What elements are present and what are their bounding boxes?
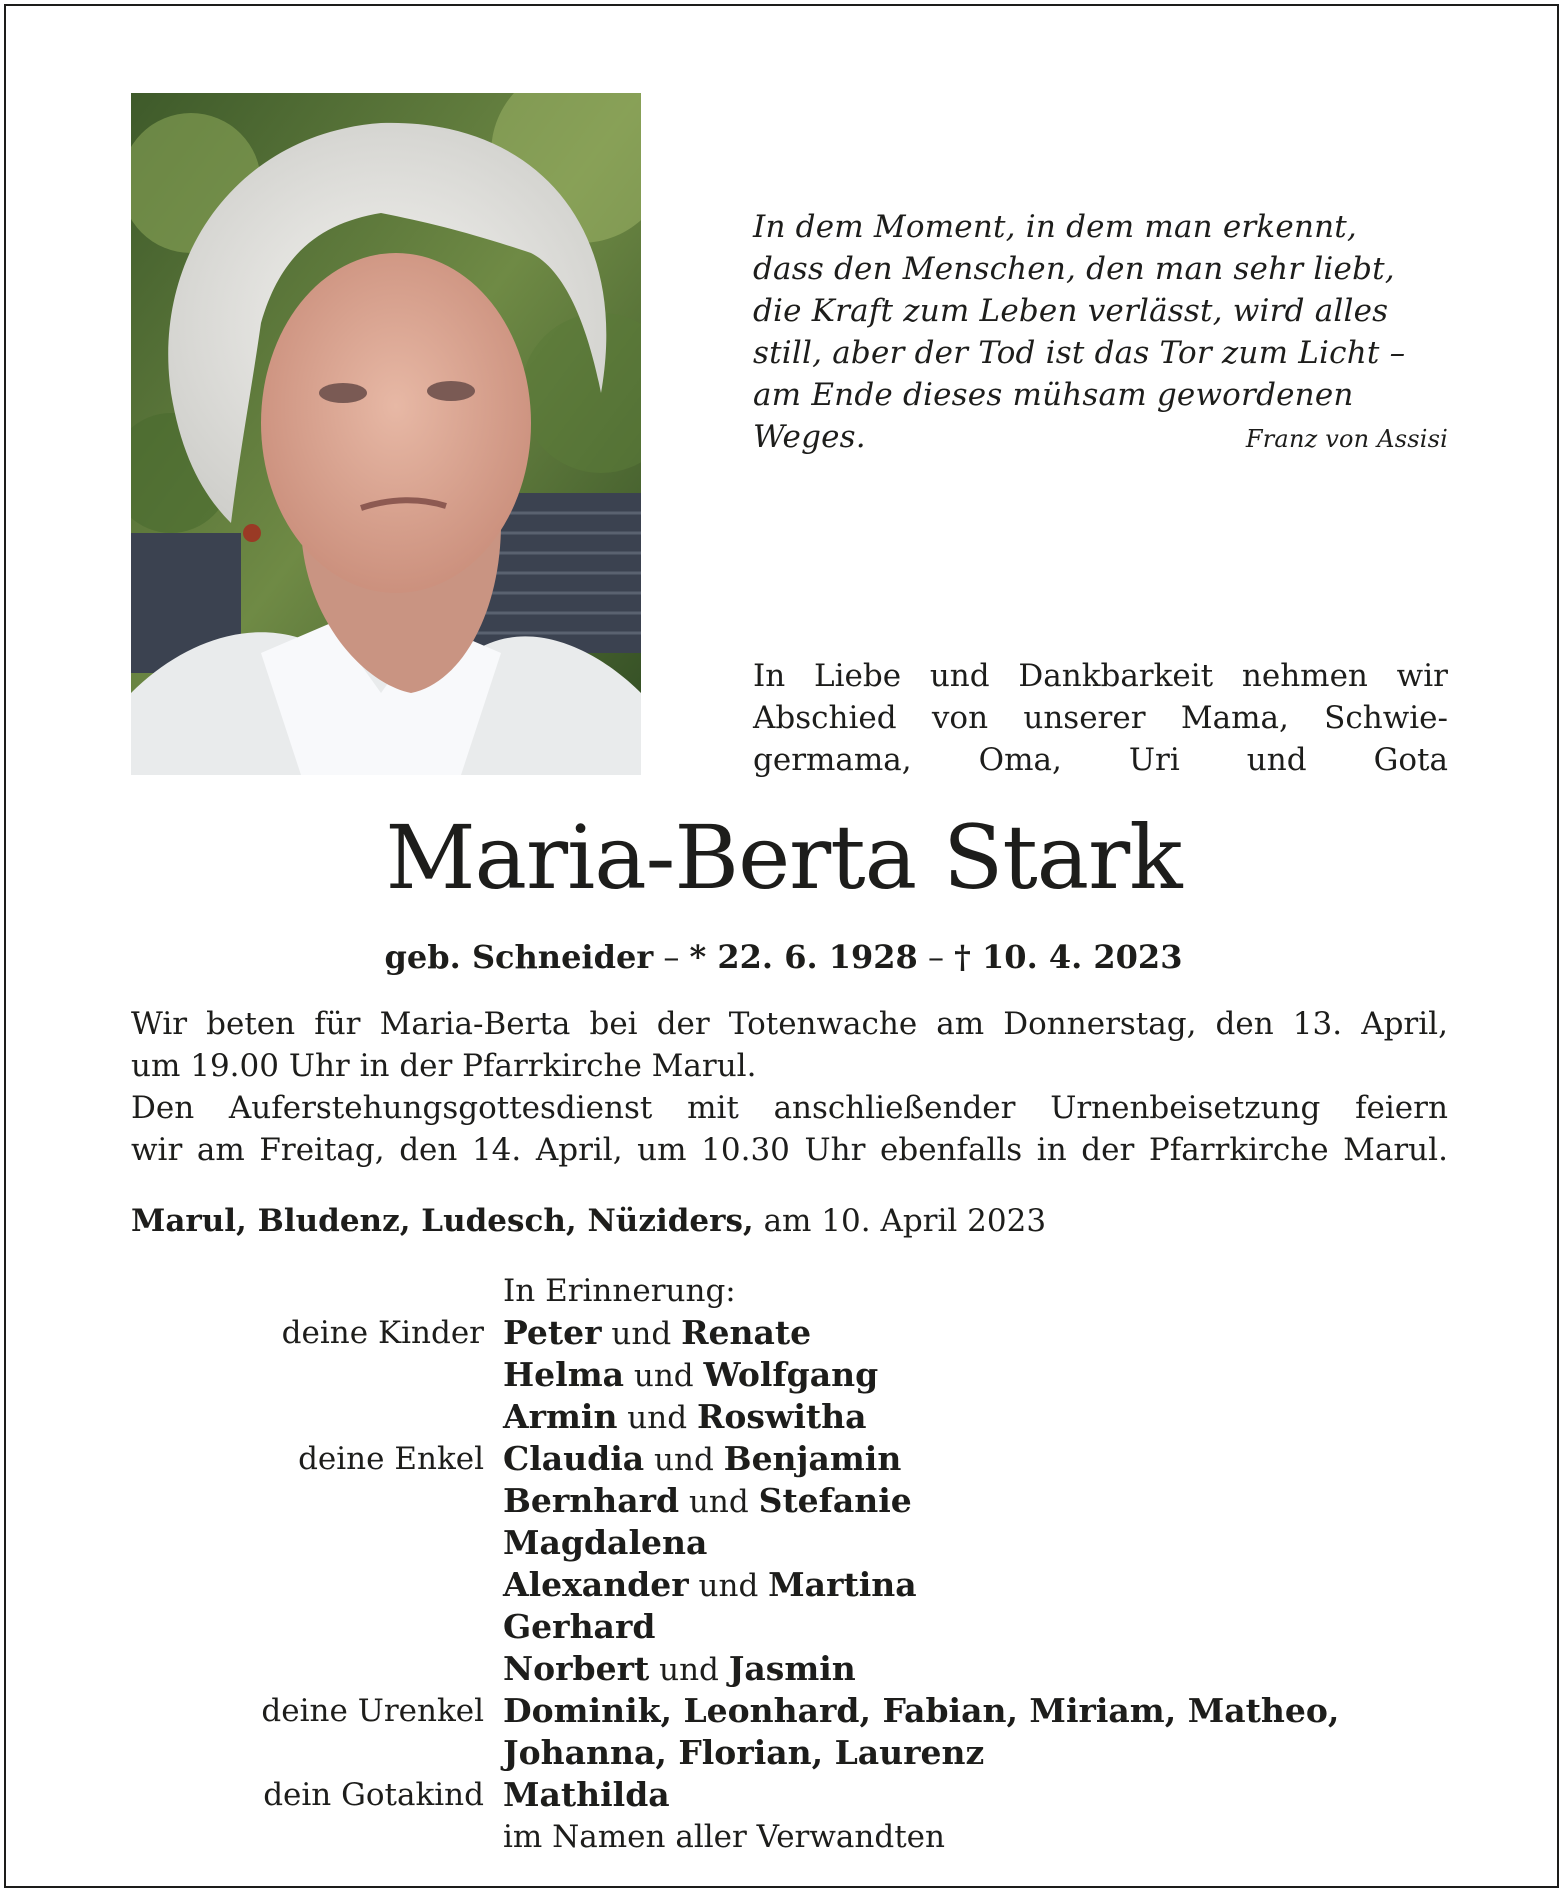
- child-partner-name: Roswitha: [696, 1397, 867, 1436]
- list-item: [0, 1816, 1567, 1858]
- grandchild-partner-name: Jasmin: [728, 1649, 856, 1688]
- child-partner-name: Wolfgang: [703, 1355, 879, 1394]
- info-line: Wir beten für Maria-Berta bei der Totenwache am Donnerstag, den 13. April,: [131, 1006, 1448, 1042]
- and-word: und: [611, 1316, 672, 1352]
- memory-heading: In Erinnerung:: [503, 1273, 736, 1309]
- list-item: [0, 1606, 1567, 1648]
- list-item: [0, 1690, 1567, 1732]
- list-item: [0, 1480, 1567, 1522]
- grandchild-name: Norbert: [503, 1649, 650, 1688]
- list-item: [0, 1732, 1567, 1774]
- godchild-name: Mathilda: [503, 1775, 670, 1814]
- place-date: am 10. April 2023: [763, 1203, 1047, 1239]
- list-item: [0, 1396, 1567, 1438]
- quote-line: Weges.: [753, 419, 866, 455]
- farewell-intro: [753, 655, 1448, 781]
- great-grandchildren-names: Dominik, Leonhard, Fabian, Miriam, Matheo,: [503, 1691, 1340, 1730]
- quote-line: die Kraft zum Leben verlässt, wird alles: [753, 293, 1389, 329]
- list-item: [0, 1438, 1567, 1480]
- quote-line: still, aber der Tod ist das Tor zum Licht –: [753, 335, 1406, 371]
- info-line: Den Auferstehungsgottesdienst mit anschließender Urnenbeisetzung feiern: [131, 1090, 1448, 1126]
- child-name: Armin: [503, 1397, 618, 1436]
- and-word: und: [654, 1442, 714, 1478]
- info-line: um 19.00 Uhr in der Pfarrkirche Marul.: [131, 1048, 757, 1084]
- child-name: Helma: [503, 1355, 625, 1394]
- death-date: † 10. 4. 2023: [954, 938, 1183, 976]
- grandchildren-label: deine Enkel: [298, 1441, 484, 1477]
- child-name: Peter: [503, 1313, 602, 1352]
- birth-date: * 22. 6. 1928: [689, 938, 918, 976]
- quote-block: [753, 206, 1448, 460]
- deceased-name: Maria-Berta Stark: [385, 806, 1182, 909]
- and-word: und: [659, 1652, 719, 1688]
- place-date-line: [131, 1199, 1448, 1243]
- and-word: und: [698, 1568, 759, 1604]
- grandchild-name: Claudia: [503, 1439, 645, 1478]
- list-item: [0, 1774, 1567, 1816]
- and-word: und: [627, 1400, 688, 1436]
- and-word: und: [633, 1358, 694, 1394]
- great-grandchildren-names: Johanna, Florian, Laurenz: [503, 1733, 985, 1772]
- list-item: [0, 1522, 1567, 1564]
- grandchild-partner-name: Martina: [768, 1565, 917, 1604]
- quote-author: Franz von Assisi: [1245, 425, 1448, 453]
- grandchild-partner-name: Stefanie: [758, 1481, 912, 1520]
- intro-line: germama, Oma, Uri und Gota: [753, 742, 1448, 778]
- quote-line: am Ende dieses mühsam gewordenen: [753, 377, 1354, 413]
- service-info: [131, 1003, 1448, 1171]
- quote-line: In dem Moment, in dem man erkennt,: [753, 209, 1357, 245]
- grandchild-partner-name: Benjamin: [723, 1439, 902, 1478]
- mourners-list: [0, 1270, 1567, 1858]
- list-item: [0, 1312, 1567, 1354]
- grandchild-name: Gerhard: [503, 1607, 656, 1646]
- portrait-photo: [131, 93, 641, 775]
- great-grandchildren-label: deine Urenkel: [261, 1693, 484, 1729]
- intro-line: In Liebe und Dankbarkeit nehmen wir: [753, 658, 1448, 694]
- list-item: [0, 1354, 1567, 1396]
- grandchild-name: Alexander: [503, 1565, 689, 1604]
- list-item: [0, 1564, 1567, 1606]
- grandchild-name: Magdalena: [503, 1523, 708, 1562]
- place-towns: Marul, Bludenz, Ludesch, Nüziders,: [131, 1203, 754, 1239]
- child-partner-name: Renate: [681, 1313, 812, 1352]
- intro-line: Abschied von unserer Mama, Schwie-: [753, 700, 1448, 736]
- quote-line: dass den Menschen, den man sehr liebt,: [753, 251, 1395, 287]
- life-dates: geb. Schneider – * 22. 6. 1928 – † 10. 4. 2023: [384, 938, 1183, 976]
- children-label: deine Kinder: [281, 1315, 484, 1351]
- list-item: [0, 1648, 1567, 1690]
- and-word: und: [688, 1484, 749, 1520]
- info-line: wir am Freitag, den 14. April, um 10.30 Uhr ebenfalls in der Pfarrkirche Marul.: [131, 1132, 1448, 1168]
- godchild-label: dein Gotakind: [263, 1777, 484, 1813]
- closing-line: im Namen aller Verwandten: [503, 1819, 945, 1855]
- birth-name: geb. Schneider: [384, 938, 654, 976]
- grandchild-name: Bernhard: [503, 1481, 680, 1520]
